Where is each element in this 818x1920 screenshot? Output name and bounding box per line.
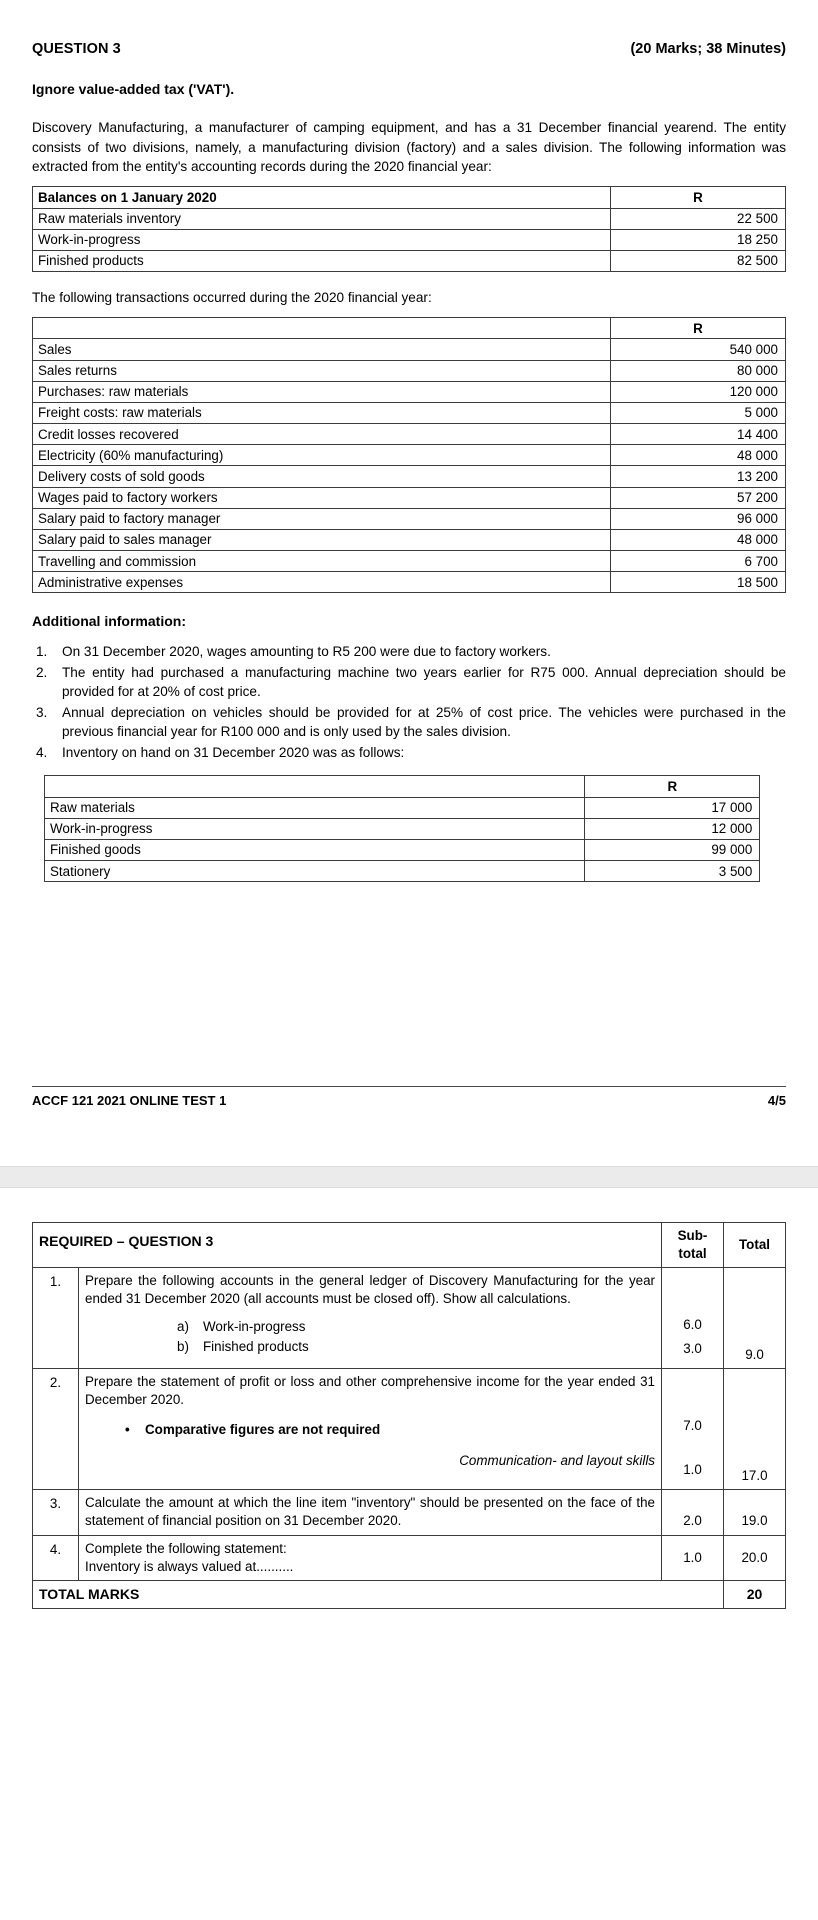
row-body-line1: Complete the following statement: [85,1540,287,1556]
row-label: Purchases: raw materials [33,381,611,402]
row-number: 1. [33,1267,79,1368]
row-subtotal-cell [662,1267,724,1368]
transactions-table [32,317,786,593]
vat-note: Ignore value-added tax ('VAT'). [32,80,235,97]
row-label: Salary paid to factory manager [33,508,611,529]
additional-information-title: Additional information: [32,613,186,630]
communication-note: Communication- and layout skills [459,1453,655,1469]
balances-header-label: Balances on 1 January 2020 [33,187,611,208]
list-item [32,663,786,701]
table-row [33,487,786,508]
sub-item-label: a) [177,1319,189,1335]
row-value: 48 000 [611,445,786,466]
required-header-row [33,1222,786,1267]
balances-header-currency: R [611,187,786,208]
column-subtotal-line1: Sub- [677,1227,708,1243]
row-value: 99 000 [585,839,760,860]
row-body [79,1535,662,1580]
table-row [33,250,786,271]
item-number: 1. [36,644,48,660]
row-value: 17 000 [585,797,760,818]
page-title: QUESTION 3 [32,41,121,57]
total-marks-row [33,1580,786,1608]
list-item [32,703,786,741]
transactions-header-currency: R [611,318,786,339]
table-header-row [45,776,760,797]
item-text: The entity had purchased a manufacturing machine two years earlier for R75 000. Annual depreciation should be provided for at 20% of cost price. [62,665,786,700]
subtotal-value-a: 6.0 [683,1316,702,1332]
page-break-band [0,1166,818,1188]
table-row [33,402,786,423]
page-break-gap [0,1110,818,1166]
row-label: Travelling and commission [33,551,611,572]
table-row [33,229,786,250]
row-label: Wages paid to factory workers [33,487,611,508]
subtotal-value-b: 3.0 [683,1341,702,1357]
table-row [33,424,786,445]
row-value: 96 000 [611,508,786,529]
sub-item [177,1337,655,1357]
table-header-row [33,187,786,208]
row-bullet [85,1421,655,1439]
inventory-table [44,775,760,882]
footer-page-number: 4/5 [767,1093,786,1109]
row-body [79,1369,662,1490]
table-row [33,208,786,229]
row-label: Salary paid to sales manager [33,529,611,550]
row-value: 18 500 [611,572,786,593]
required-row-2 [33,1369,786,1490]
sub-item-text: Finished products [203,1339,309,1355]
table-row [33,551,786,572]
table-row [33,381,786,402]
table-row [45,818,760,839]
inventory-header-currency: R [585,776,760,797]
item-number: 4. [36,745,48,761]
table-row [33,529,786,550]
row-label: Raw materials [45,797,585,818]
row-total: 19.0 [724,1490,786,1535]
footer-left-text: ACCF 121 2021 ONLINE TEST 1 [32,1093,227,1109]
row-label: Delivery costs of sold goods [33,466,611,487]
row-value: 18 250 [611,229,786,250]
table-row [33,466,786,487]
row-label: Credit losses recovered [33,424,611,445]
row-subtotal: 1.0 [662,1535,724,1580]
sub-item-text: Work-in-progress [203,1319,306,1335]
table-row [33,572,786,593]
sub-item-list [85,1317,655,1357]
item-text: Annual depreciation on vehicles should be provided for at 25% of cost price. The vehicles were purchased in the previous financial year for R100 000 and is only used by the sales division. [62,705,786,740]
row-label: Finished products [33,250,611,271]
row-value: 14 400 [611,424,786,445]
row-subtotal: 2.0 [662,1490,724,1535]
marks-note: (20 Marks; 38 Minutes) [630,41,786,57]
row-value: 57 200 [611,487,786,508]
list-item [32,642,786,661]
required-row-4 [33,1535,786,1580]
bottom-whitespace [32,1609,786,1635]
row-label: Work-in-progress [33,229,611,250]
page-footer [32,1087,786,1110]
row-value: 6 700 [611,551,786,572]
table-row [33,445,786,466]
row-number: 3. [33,1490,79,1535]
row-body-text: Prepare the following accounts in the general ledger of Discovery Manufacturing for the year ended 31 December 2020 (all accounts must be closed off). Show all calculations. [85,1272,655,1307]
row-label: Sales returns [33,360,611,381]
row-value: 12 000 [585,818,760,839]
page-content-bottom [0,1222,818,1635]
row-label: Electricity (60% manufacturing) [33,445,611,466]
table-row [45,797,760,818]
question-header [32,0,786,60]
row-number: 2. [33,1369,79,1490]
table-row [45,839,760,860]
row-label: Work-in-progress [45,818,585,839]
row-body: Calculate the amount at which the line item "inventory" should be presented on the face of the statement of financial position on 31 December 2020. [79,1490,662,1535]
subtotal-value-comm: 1.0 [683,1462,702,1478]
list-item [32,743,786,762]
table-header-row [33,318,786,339]
row-total: 17.0 [724,1369,786,1490]
row-body-line2: Inventory is always valued at.......... [85,1558,294,1574]
inventory-header-label [45,776,585,797]
page-whitespace [32,882,786,1068]
intro-paragraph: Discovery Manufacturing, a manufacturer of camping equipment, and has a 31 December financial yearend. The entity consists of two divisions, namely, a manufacturing division (factory) and a sales division. The following information was extracted from the entity's accounting records during the 2020 financial year: [32,120,786,175]
item-number: 2. [36,665,48,681]
additional-information-list [32,642,786,762]
row-value: 540 000 [611,339,786,360]
row-value: 22 500 [611,208,786,229]
column-subtotal [662,1222,724,1267]
row-total: 20.0 [724,1535,786,1580]
row-label: Freight costs: raw materials [33,402,611,423]
row-label: Sales [33,339,611,360]
total-marks-value: 20 [724,1580,786,1608]
total-marks-label: TOTAL MARKS [33,1580,724,1608]
table-row [45,861,760,882]
row-label: Administrative expenses [33,572,611,593]
row-value: 120 000 [611,381,786,402]
transactions-lead: The following transactions occurred during the 2020 financial year: [32,289,432,305]
row-value: 48 000 [611,529,786,550]
column-total: Total [724,1222,786,1267]
row-value: 13 200 [611,466,786,487]
row-value: 80 000 [611,360,786,381]
sub-item-label: b) [177,1339,189,1355]
row-label: Raw materials inventory [33,208,611,229]
row-label: Stationery [45,861,585,882]
row-total: 9.0 [724,1267,786,1368]
transactions-header-label [33,318,611,339]
row-subtotal-cell [662,1369,724,1490]
subtotal-value-main: 7.0 [683,1418,702,1434]
required-row-3 [33,1490,786,1535]
row-value: 82 500 [611,250,786,271]
item-number: 3. [36,705,48,721]
table-row [33,360,786,381]
table-row [33,339,786,360]
item-text: Inventory on hand on 31 December 2020 was as follows: [62,745,405,761]
table-row [33,508,786,529]
balances-table [32,186,786,272]
sub-item [177,1317,655,1337]
column-subtotal-line2: total [678,1245,707,1261]
row-value: 5 000 [611,402,786,423]
row-body [79,1267,662,1368]
row-label: Finished goods [45,839,585,860]
item-text: On 31 December 2020, wages amounting to R5 200 were due to factory workers. [62,644,551,660]
row-value: 3 500 [585,861,760,882]
required-title: REQUIRED – QUESTION 3 [33,1222,662,1267]
bullet-text: Comparative figures are not required [145,1422,381,1438]
required-table [32,1222,786,1609]
row-number: 4. [33,1535,79,1580]
row-body-text: Prepare the statement of profit or loss and other comprehensive income for the year ended 31 December 2020. [85,1374,655,1408]
bullet-icon: • [125,1422,130,1438]
required-row-1 [33,1267,786,1368]
